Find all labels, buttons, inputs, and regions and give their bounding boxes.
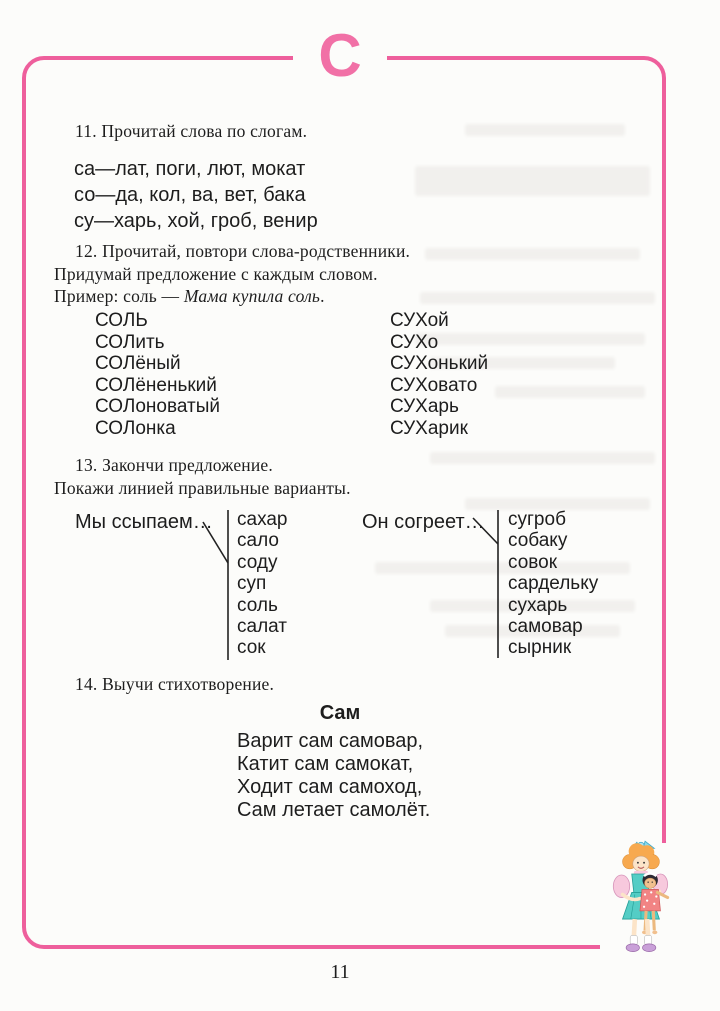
exercise-12-title: Прочитай, повтори слова-родственники. xyxy=(102,241,411,261)
exercise-14-number: 14. xyxy=(75,674,98,694)
exercise-12-subtitle: Придумай предложение с каждым словом. xyxy=(54,264,378,284)
example-sentence: Мама купила соль xyxy=(183,286,321,306)
exercise-13-title: Закончи предложение. xyxy=(102,455,273,475)
word-item: СОЛЬ xyxy=(95,310,148,331)
exercise-12-heading xyxy=(75,241,410,262)
exercise-13-heading xyxy=(75,455,273,476)
option-item: салат xyxy=(237,616,288,638)
page-number: 11 xyxy=(330,961,350,983)
connector-line-right xyxy=(465,506,505,664)
prompt-on-sogreet: Он согреет… xyxy=(362,511,485,533)
word-item: СОЛонка xyxy=(95,417,176,439)
options-list-left xyxy=(237,509,288,659)
example-suffix: . xyxy=(320,286,325,306)
exercise-14-title: Выучи стихотворение. xyxy=(102,674,275,694)
section-letter: С xyxy=(318,21,362,89)
option-item: сухарь xyxy=(508,594,568,616)
option-item: самовар xyxy=(508,616,583,638)
syllable-line: су—харь, хой, гроб, венир xyxy=(74,210,318,232)
exercise-11-title: Прочитай слова по слогам. xyxy=(101,121,308,141)
word-item: СОЛёненький xyxy=(95,374,217,396)
syllable-line: со—да, кол, ва, вет, бака xyxy=(74,184,306,206)
word-column-sol xyxy=(95,310,220,440)
word-item: СУХой xyxy=(390,310,449,331)
option-item: сугроб xyxy=(508,509,566,530)
exercise-11-heading xyxy=(75,121,307,142)
exercise-12-number: 12. xyxy=(75,241,98,261)
exercise-13-subtitle: Покажи линией правильные варианты. xyxy=(54,478,351,498)
exercise-13-number: 13. xyxy=(75,455,98,475)
girl-with-doll-illustration xyxy=(600,843,712,1008)
poem-line: Катит сам самокат, xyxy=(237,753,414,775)
word-item: СОЛоноватый xyxy=(95,396,220,418)
option-item: сало xyxy=(237,530,279,552)
exercise-14-heading xyxy=(75,674,274,695)
option-item: соль xyxy=(237,594,278,616)
girl-with-doll-drawing xyxy=(600,835,684,956)
option-item: сахар xyxy=(237,509,288,530)
option-item: соду xyxy=(237,551,278,573)
option-item: собаку xyxy=(508,530,568,552)
example-prefix: Пример: соль — xyxy=(54,286,184,306)
word-item: СУХарь xyxy=(390,396,459,418)
syllable-line: са—лат, поги, лют, мокат xyxy=(74,158,306,180)
word-item: СУХо xyxy=(390,331,439,353)
option-item: сырник xyxy=(508,637,572,659)
poem xyxy=(237,702,443,822)
poem-line: Варит сам самовар, xyxy=(237,730,424,752)
poem-line: Сам летает самолёт. xyxy=(237,799,431,821)
option-item: совок xyxy=(508,551,558,573)
syllable-list xyxy=(74,156,318,234)
exercise-12-example xyxy=(54,286,325,307)
word-item: СУХонький xyxy=(390,353,489,375)
option-item: суп xyxy=(237,573,267,595)
poem-line: Ходит сам самоход, xyxy=(237,776,423,798)
poem-title: Сам xyxy=(319,702,361,724)
exercise-11-number: 11. xyxy=(75,121,97,141)
connector-line-left xyxy=(195,506,235,664)
word-item: СОЛёный xyxy=(95,353,181,375)
word-item: СОЛить xyxy=(95,331,165,353)
word-column-sukh xyxy=(390,310,488,440)
option-item: сок xyxy=(237,637,266,659)
options-list-right xyxy=(508,509,598,659)
prompt-my-ssypaem: Мы ссыпаем… xyxy=(75,511,213,533)
word-item: СУХарик xyxy=(390,417,468,439)
option-item: сардельку xyxy=(508,573,599,595)
word-item: СУХовато xyxy=(390,374,478,396)
